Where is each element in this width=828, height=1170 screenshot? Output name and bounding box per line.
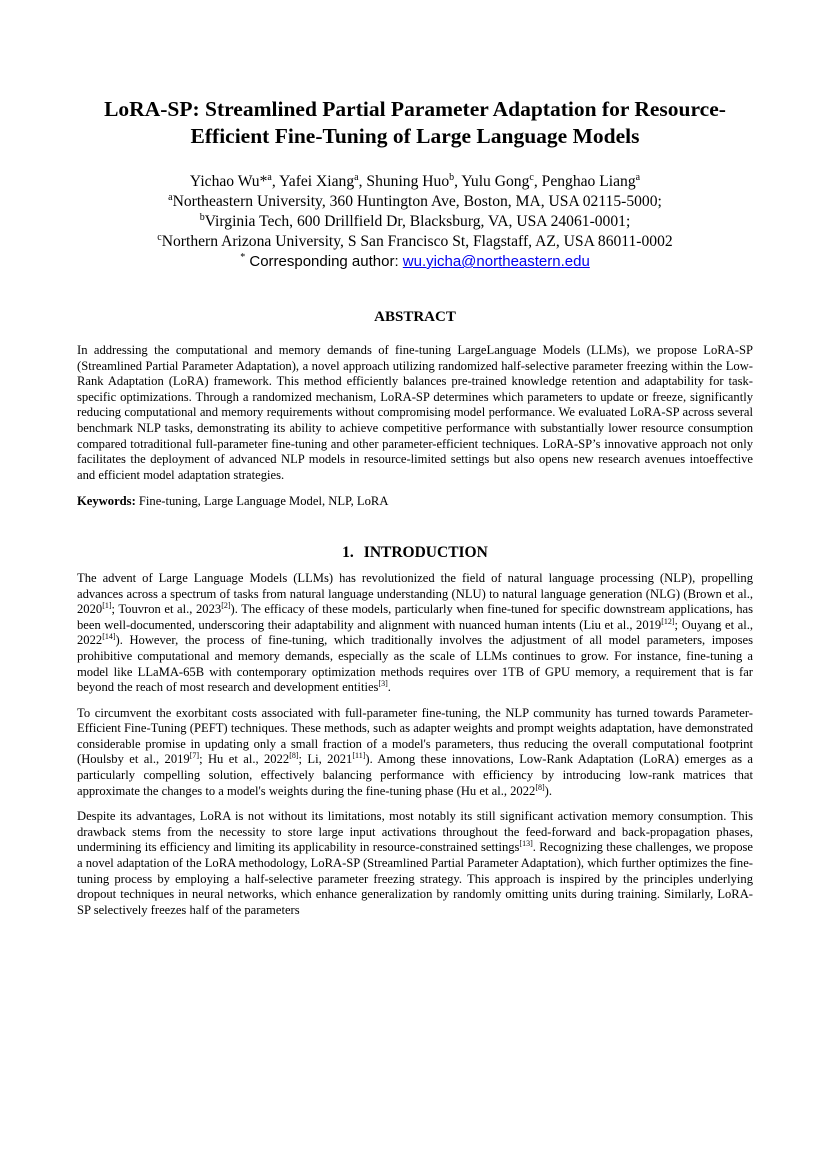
author-affiliation-mark: a [267,172,272,183]
citation-ref: [3] [378,679,388,689]
paper-title [77,96,753,150]
title-line-2: Efficient Fine-Tuning of Large Language Models [190,124,640,148]
keywords-label: Keywords: [77,494,136,509]
affiliation-line [77,212,753,232]
affiliation-mark: a [168,192,173,203]
intro-paragraph-1 [77,571,753,696]
title-line-1: LoRA-SP: Streamlined Partial Parameter Adaptation for Resource- [104,97,726,121]
author-name: Yichao Wu* [189,173,268,190]
paragraph-text: ; Touvron et al., 2023 [111,602,222,617]
paragraph-text: ). [544,783,552,798]
paragraph-text: ; Ouyang et al., 2022 [77,617,753,648]
author-name: , Penghao Liang [533,173,636,190]
author-affiliation-mark: a [635,172,641,183]
paragraph-text: ; Li, 2021 [298,752,353,767]
affiliation-line [77,192,753,212]
affiliation-text: Virginia Tech, 600 Drillfield Dr, Blacksburg, VA, USA 24061-0001; [204,213,631,230]
affiliation-text: Northeastern University, 360 Huntington Ave, Boston, MA, USA 02115-5000; [172,193,662,210]
author-name: , Yafei Xiang [271,173,355,190]
paragraph-text: To circumvent the exorbitant costs associated with full-parameter fine-tuning, the NLP community has turned towards Parameter-Efficient Fine-Tuning (PEFT) techniques. These methods, such as adapter weights and prompt weights adaptation, have demonstrated considerable promise in updating only a small fraction of a model's parameters, thus reducing the overall computational footprint (Houlsby et al., 2019 [77,705,753,767]
citation-ref: [14] [102,632,116,642]
section-title: INTRODUCTION [363,543,488,561]
corresponding-email-link[interactable]: wu.yicha@northeastern.edu [402,253,590,270]
intro-paragraph-3 [77,809,753,918]
keywords-line [77,494,753,510]
author-name: , Yulu Gong [454,173,530,190]
paragraph-text: ). The efficacy of these models, particularly when fine-tuned for specific downstream applications, has been well-documented, underscoring their adaptability and alignment with nuanced human intents (Liu et al., 2019 [77,602,754,632]
author-block [77,172,753,272]
paragraph-text: Despite its advantages, LoRA is not without its limitations, most notably its still significant activation memory consumption. This drawback stems from the necessity to store large input activations throughout the feed-forward and back-propagation phases, undermining its efficiency and limiting its applicability in resource-constrained settings [77,809,753,855]
paragraph-text: ). Among these innovations, Low-Rank Adaptation (LoRA) emerges as a particularly compelling solution, effectively balancing performance with efficiency by introducing low-rank matrices that approximate the changes to a model's weights during the fine-tuning phase (Hu et al., 2022 [77,752,753,798]
paragraph-text: . Recognizing these challenges, we propose a novel adaptation of the LoRA methodology, LoRA-SP (Streamlined Partial Parameter Adaptation), which further optimizes the fine-tuning process by employing a half-selective parameter freezing strategy. This approach is inspired by the principles underlying dropout techniques in neural networks, which enhance generalization by randomly omitting units during training. Similarly, LoRA-SP selectively freezes half of the parameters [77,840,753,917]
paragraph-text: ). However, the process of fine-tuning, which traditionally involves the adjustment of all model parameters, imposes prohibitive computational and memory demands, especially as the scale of LLMs continues to grow. For instance, fine-tuning a model like LLaMA-65B with contemporary optimization methods requires over 1TB of GPU memory, a requirement that is far beyond the reach of most research and development entities [77,633,753,695]
section-heading-introduction [77,543,753,563]
keywords-text: Fine-tuning, Large Language Model, NLP, LoRA [135,494,389,509]
affiliation-text: Northern Arizona University, S San Francisco St, Flagstaff, AZ, USA 86011-0002 [161,233,673,250]
citation-ref: [2] [221,601,231,611]
paragraph-text: The advent of Large Language Models (LLMs) has revolutionized the field of natural language processing (NLP), propelling advances across a spectrum of tasks from natural language understanding (NLU) to natural language generation (NLG) (Brown et al., 2020 [77,570,753,617]
abstract-heading: ABSTRACT [374,309,456,325]
citation-ref: [1] [102,601,112,611]
section-number: 1. [342,543,354,561]
citation-ref: [12] [661,616,675,626]
author-list [77,172,753,192]
paper-page [77,96,753,918]
affiliation-mark: b [199,212,205,223]
abstract-text: In addressing the computational and memory demands of fine-tuning LargeLanguage Models (LLMs), we propose LoRA-SP (Streamlined Partial Parameter Adaptation), a novel approach utilizing randomized half-selective parameter freezing within the Low-Rank Adaptation (LoRA) framework. This method efficiently balances pre-trained knowledge retention and adaptability for task-specific optimizations. Through a randomized mechanism, LoRA-SP determines which parameters to update or freeze, significantly reducing computational and memory requirements without compromising model performance. We evaluated LoRA-SP across several benchmark NLP tasks, demonstrating its ability to achieve competitive performance with substantially lower resource consumption compared totraditional full-parameter fine-tuning and other parameter-efficient techniques. LoRA-SP’s innovative approach not only facilitates the deployment of advanced NLP models in resource-limited settings but also opens new research avenues intoeffective and efficient model adaptation strategies. [77,343,753,482]
corresponding-author-line [77,252,753,272]
intro-paragraph-2 [77,706,753,800]
citation-ref: [8] [289,751,299,761]
citation-ref: [11] [352,751,366,761]
author-name: , Shuning Huo [358,173,450,190]
corresponding-mark: * [240,252,246,263]
affiliation-mark: c [157,232,162,243]
citation-ref: [7] [189,751,200,761]
paragraph-text: . [387,680,391,695]
author-affiliation-mark: a [354,172,359,183]
paragraph-text: ; Hu et al., 2022 [199,752,290,767]
citation-ref: [13] [519,839,533,849]
author-affiliation-mark: b [449,172,455,183]
affiliation-line [77,232,753,252]
citation-ref: [8] [535,782,545,792]
author-affiliation-mark: c [529,172,534,183]
corresponding-label: Corresponding author: [245,253,403,270]
